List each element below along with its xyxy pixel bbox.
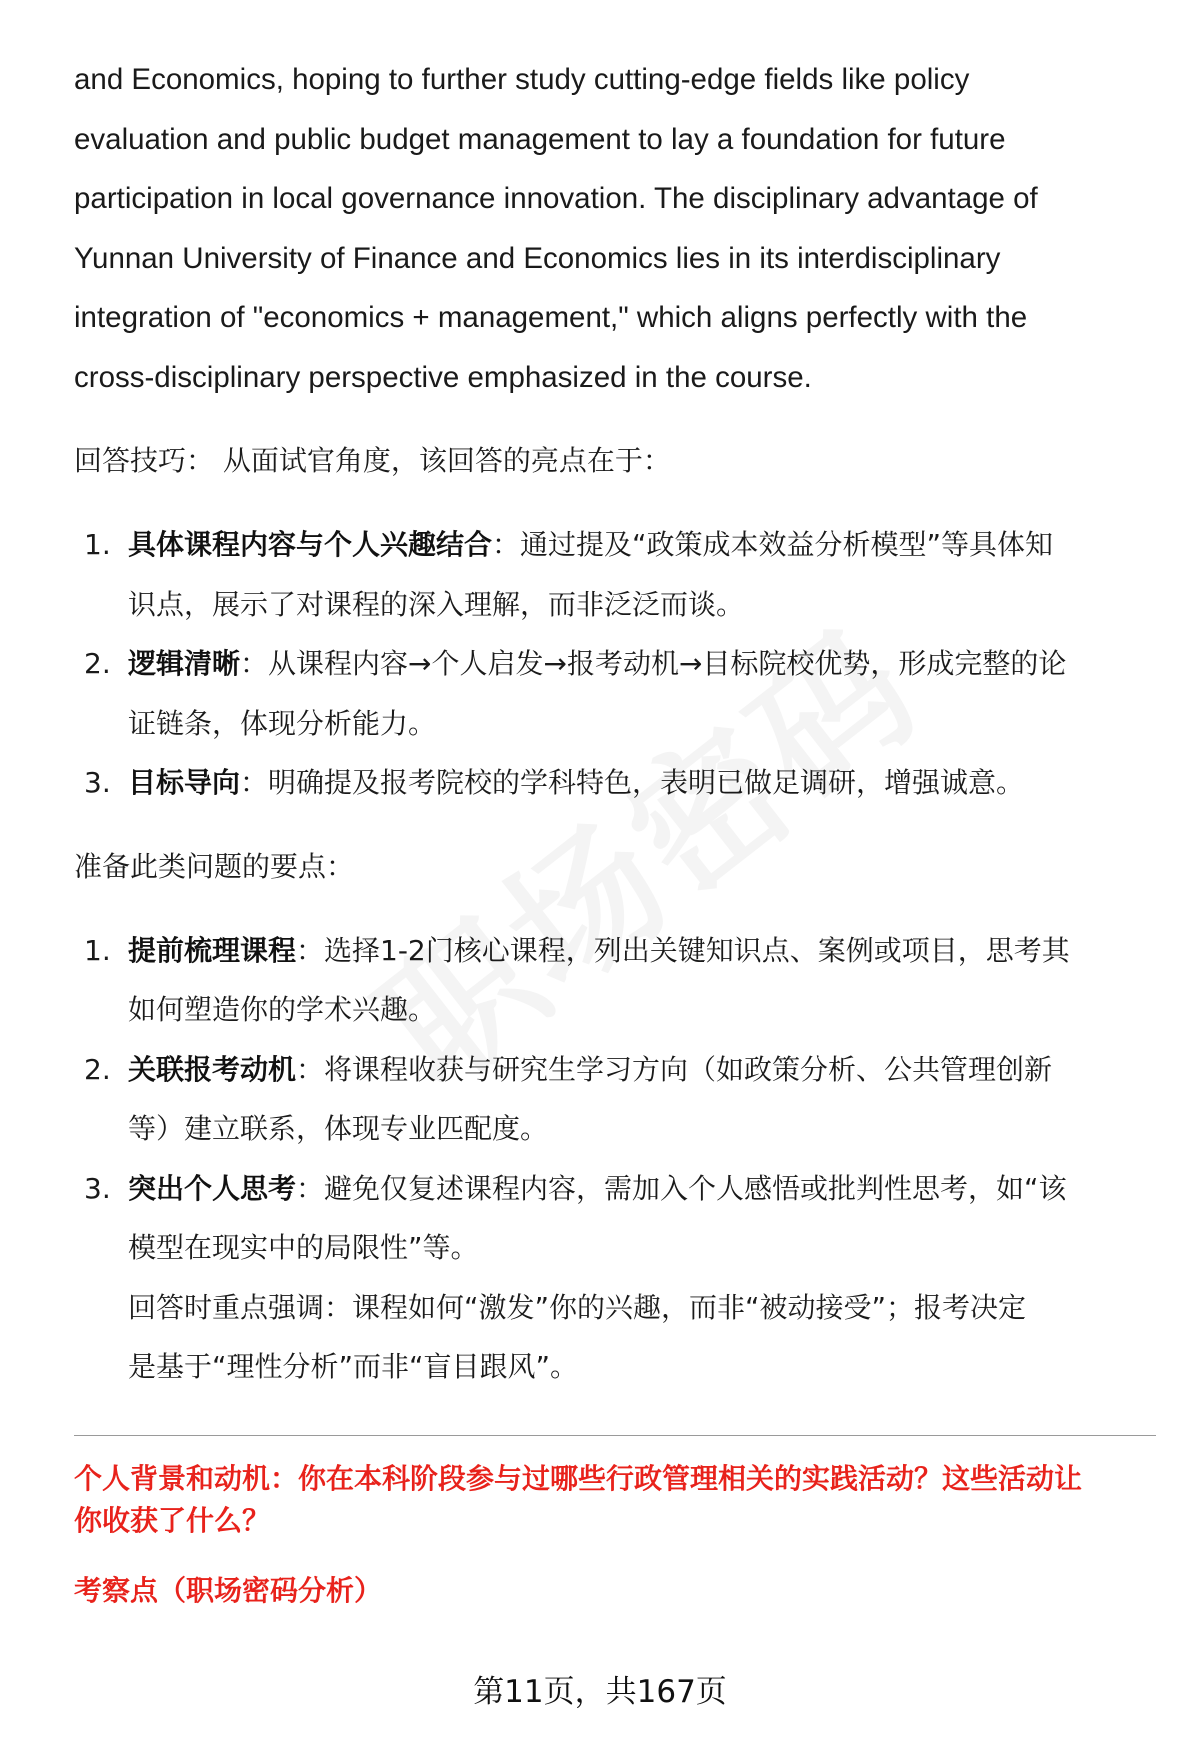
tips-list	[74, 515, 1154, 813]
item-text-cont: 模型在现实中的局限性”等。	[128, 1231, 479, 1264]
prep-list	[74, 921, 1154, 1278]
item-text-cont: 识点，展示了对课程的深入理解，而非泛泛而谈。	[128, 587, 745, 621]
note-line: 回答时重点强调：课程如何“激发”你的兴趣，而非“被动接受”；报考决定	[128, 1290, 1027, 1324]
item-text: ：从课程内容→个人启发→报考动机→目标院校优势，形成完整的论	[240, 647, 1067, 680]
prep-label: 准备此类问题的要点：	[74, 849, 355, 883]
text-line: evaluation and public budget management to lay a foundation for future	[74, 122, 1006, 156]
text-line: participation in local governance innovation. The disciplinary advantage of	[74, 182, 1038, 215]
item-text-cont: 等）建立联系，体现专业匹配度。	[128, 1112, 549, 1145]
text-line: and Economics, hoping to further study cutting-edge fields like policy	[74, 63, 970, 96]
item-text: ：通过提及“政策成本效益分析模型”等具体知	[492, 528, 1054, 561]
note-line: 是基于“理性分析”而非“盲目跟风”。	[128, 1350, 579, 1383]
list-number: 1.	[84, 528, 111, 561]
tips-label: 回答技巧： 从面试官角度，该回答的亮点在于：	[74, 444, 671, 477]
intro-paragraph	[74, 50, 1154, 407]
list-number: 2.	[84, 647, 111, 680]
item-title: 提前梳理课程	[128, 933, 297, 967]
list-number: 3.	[84, 766, 111, 799]
item-title: 突出个人思考	[128, 1171, 297, 1205]
answer-note	[74, 1278, 1154, 1397]
exam-point-heading: 考察点（职场密码分析）	[74, 1573, 383, 1607]
page-number-footer: 第11页，共167页	[473, 1674, 727, 1710]
item-text: ：将课程收获与研究生学习方向（如政策分析、公共管理创新	[296, 1052, 1053, 1086]
list-number: 3.	[84, 1171, 111, 1205]
document-page	[74, 50, 1154, 1612]
list-item	[74, 634, 1154, 753]
section-divider	[74, 1435, 1156, 1436]
text-line: integration of "economics + management," which aligns perfectly with the	[74, 301, 1028, 334]
list-item	[74, 1040, 1154, 1159]
list-number: 1.	[84, 933, 111, 967]
text-line: Yunnan University of Finance and Economics lies in its interdisciplinary	[74, 241, 1001, 275]
item-title: 逻辑清晰	[128, 647, 241, 680]
heading-line: 你收获了什么？	[74, 1503, 271, 1537]
item-title: 目标导向	[128, 766, 241, 799]
question-heading	[74, 1458, 1154, 1542]
item-title: 关联报考动机	[128, 1052, 297, 1086]
item-text-cont: 如何塑造你的学术兴趣。	[128, 993, 437, 1026]
text-line: cross-disciplinary perspective emphasized in the course.	[74, 360, 812, 394]
item-text: ：避免仅复述课程内容，需加入个人感悟或批判性思考，如“该	[296, 1171, 1067, 1205]
item-text: ：选择1-2门核心课程，列出关键知识点、案例或项目，思考其	[296, 933, 1070, 967]
heading-line: 个人背景和动机：你在本科阶段参与过哪些行政管理相关的实践活动？这些活动让	[74, 1461, 1083, 1495]
list-item	[74, 921, 1154, 1040]
item-text-cont: 证链条，体现分析能力。	[128, 706, 437, 740]
item-text: ：明确提及报考院校的学科特色，表明已做足调研，增强诚意。	[240, 766, 1025, 799]
list-item	[74, 515, 1154, 634]
list-item	[74, 753, 1154, 813]
list-number: 2.	[84, 1052, 111, 1086]
list-item	[74, 1159, 1154, 1278]
item-title: 具体课程内容与个人兴趣结合	[128, 528, 493, 561]
